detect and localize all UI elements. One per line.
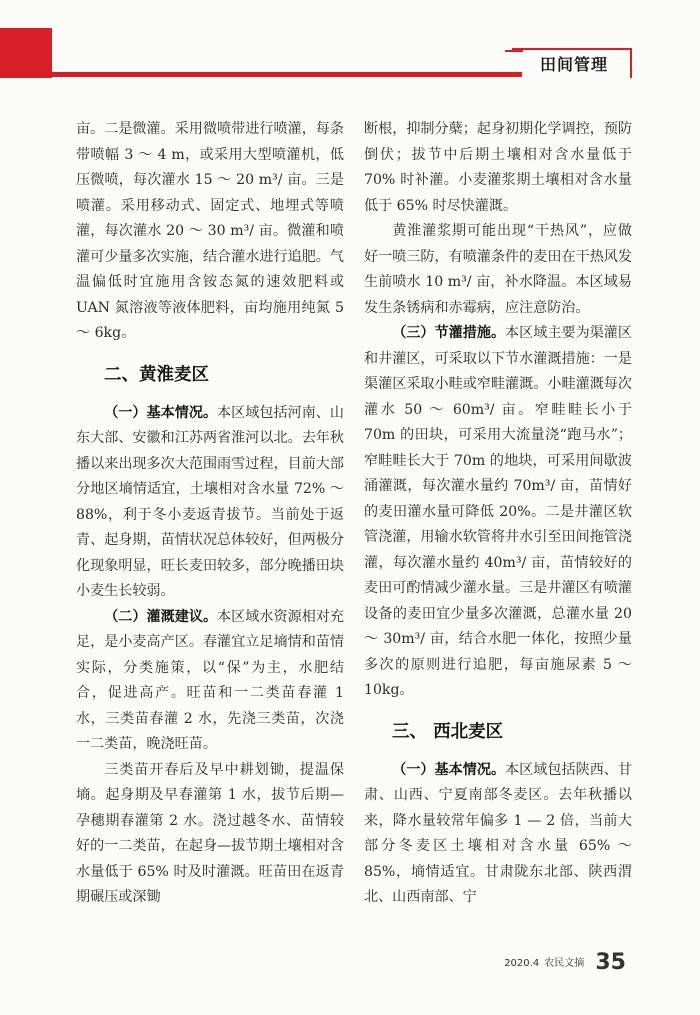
header-red-block (0, 28, 52, 78)
paragraph-body: 本区域包括河南、山东大部、安徽和江苏两省淮河以北。去年秋播以来出现多次大范围雨雪过程，目前大部分地区墒情适宜，土壤相对含水量 72% ～ 88%，利于冬小麦返青拔节。当前处于返青、起身期，苗情状况总体较好，但两极分化现象明显，旺长麦田较多，部分晚播田块小麦生长较弱。 (76, 404, 344, 599)
paragraph (364, 321, 632, 704)
left-column (76, 117, 344, 911)
header-red-rule (52, 72, 522, 77)
paragraph-body: 本区域主要为渠灌区和井灌区，可采取以下节水灌溉措施：一是渠灌区采取小畦或窄畦灌溉。小畦灌溉每次灌水 50 ～ 60m³/ 亩。窄畦畦长小于 70m 的田块，可采用大流量浇“跑马水”；窄畦畦长大于 70m 的地块，可采用间歇波涌灌溉，每次灌水量约 70m³/ 亩，苗情好的麦田灌水量可降低 20%。二是井灌区软管浇灌，用输水软管将井水引至田间拖管浇灌，每次灌水量约 40m³/ 亩，苗情较好的麦田可酌情减少灌水量。三是井灌区有喷灌设备的麦田宜少量多次灌溉，总灌水量 20 ～ 30m³/ 亩，结合水肥一体化，按照少量多次的原则进行追肥，每亩施尿素 5 ～ 10kg。 (364, 325, 632, 698)
paragraph: 亩。二是微灌。采用微喷带进行喷灌，每条带喷幅 3 ～ 4 m，或采用大型喷灌机，低压微喷，每次灌水 15 ～ 20 m³/ 亩。三是喷灌。采用移动式、固定式、地埋式等喷灌，每次灌水 20 ～ 30 m³/ 亩。微灌和喷灌可少量多次实施，结合灌水进行追肥。气温偏低时宜施用含铵态氮的速效肥料或 UAN 氮溶液等液体肥料，亩均施用纯氮 5 ～ 6kg。 (76, 121, 344, 341)
paragraph-lead: （一）基本情况。 (392, 761, 506, 778)
paragraph (76, 401, 344, 605)
paragraph (364, 758, 632, 911)
issue-label: 2020.4 (504, 958, 540, 969)
paragraph-lead: （三）节灌措施。 (392, 325, 506, 341)
magazine-name: 农民文摘 (544, 958, 585, 969)
page-footer (504, 950, 626, 975)
paragraph-lead: （一）基本情况。 (104, 404, 218, 421)
paragraph (76, 605, 344, 758)
paragraph-lead: （二）灌溉建议。 (104, 608, 218, 625)
page-number: 35 (595, 950, 626, 975)
paragraph: 断根，抑制分蘖；起身初期化学调控，预防倒伏；拔节中后期土壤相对含水量低于 70% 时补灌。小麦灌浆期土壤相对含水量低于 65% 时尽快灌溉。 (364, 121, 632, 214)
section-title: 田间管理 (540, 55, 609, 74)
paragraph: 黄淮灌浆期可能出现“干热风”，应做好一喷三防，有喷灌条件的麦田在干热风发生前喷水 10 m³/ 亩，补水降温。本区域易发生条锈病和赤霉病，应注意防治。 (364, 223, 632, 316)
paragraph: 三类苗开春后及早中耕划锄，提温保墒。起身期及早春灌第 1 水，拔节后期—孕穗期春灌第 2 水。浇过越冬水、苗情较好的一二类苗，在起身—拔节期土壤相对含水量低于 65% 时及时灌溉。旺苗田在返青期碾压或深锄 (76, 761, 344, 905)
region-heading: 三、 西北麦区 (392, 721, 504, 742)
paragraph-body: 本区域包括陕西、甘肃、山西、宁夏南部冬麦区。去年秋播以来，降水量较常年偏多 1 — 2 倍，当前大部分冬麦区土壤相对含水量 65% ～ 85%，墒情适宜。甘肃陇东北部、陕西渭北、山西南部、宁 (364, 761, 632, 905)
region-heading: 二、黄淮麦区 (104, 364, 209, 385)
right-column (364, 117, 632, 911)
paragraph-body: 本区域水资源相对充足，是小麦高产区。春灌宜立足墒情和苗情实际，分类施策，以“保”为主，水肥结合，促进高产。旺苗和一二类苗春灌 1 水，三类苗春灌 2 水，先浇三类苗，次浇一二类苗，晚浇旺苗。 (76, 608, 344, 752)
